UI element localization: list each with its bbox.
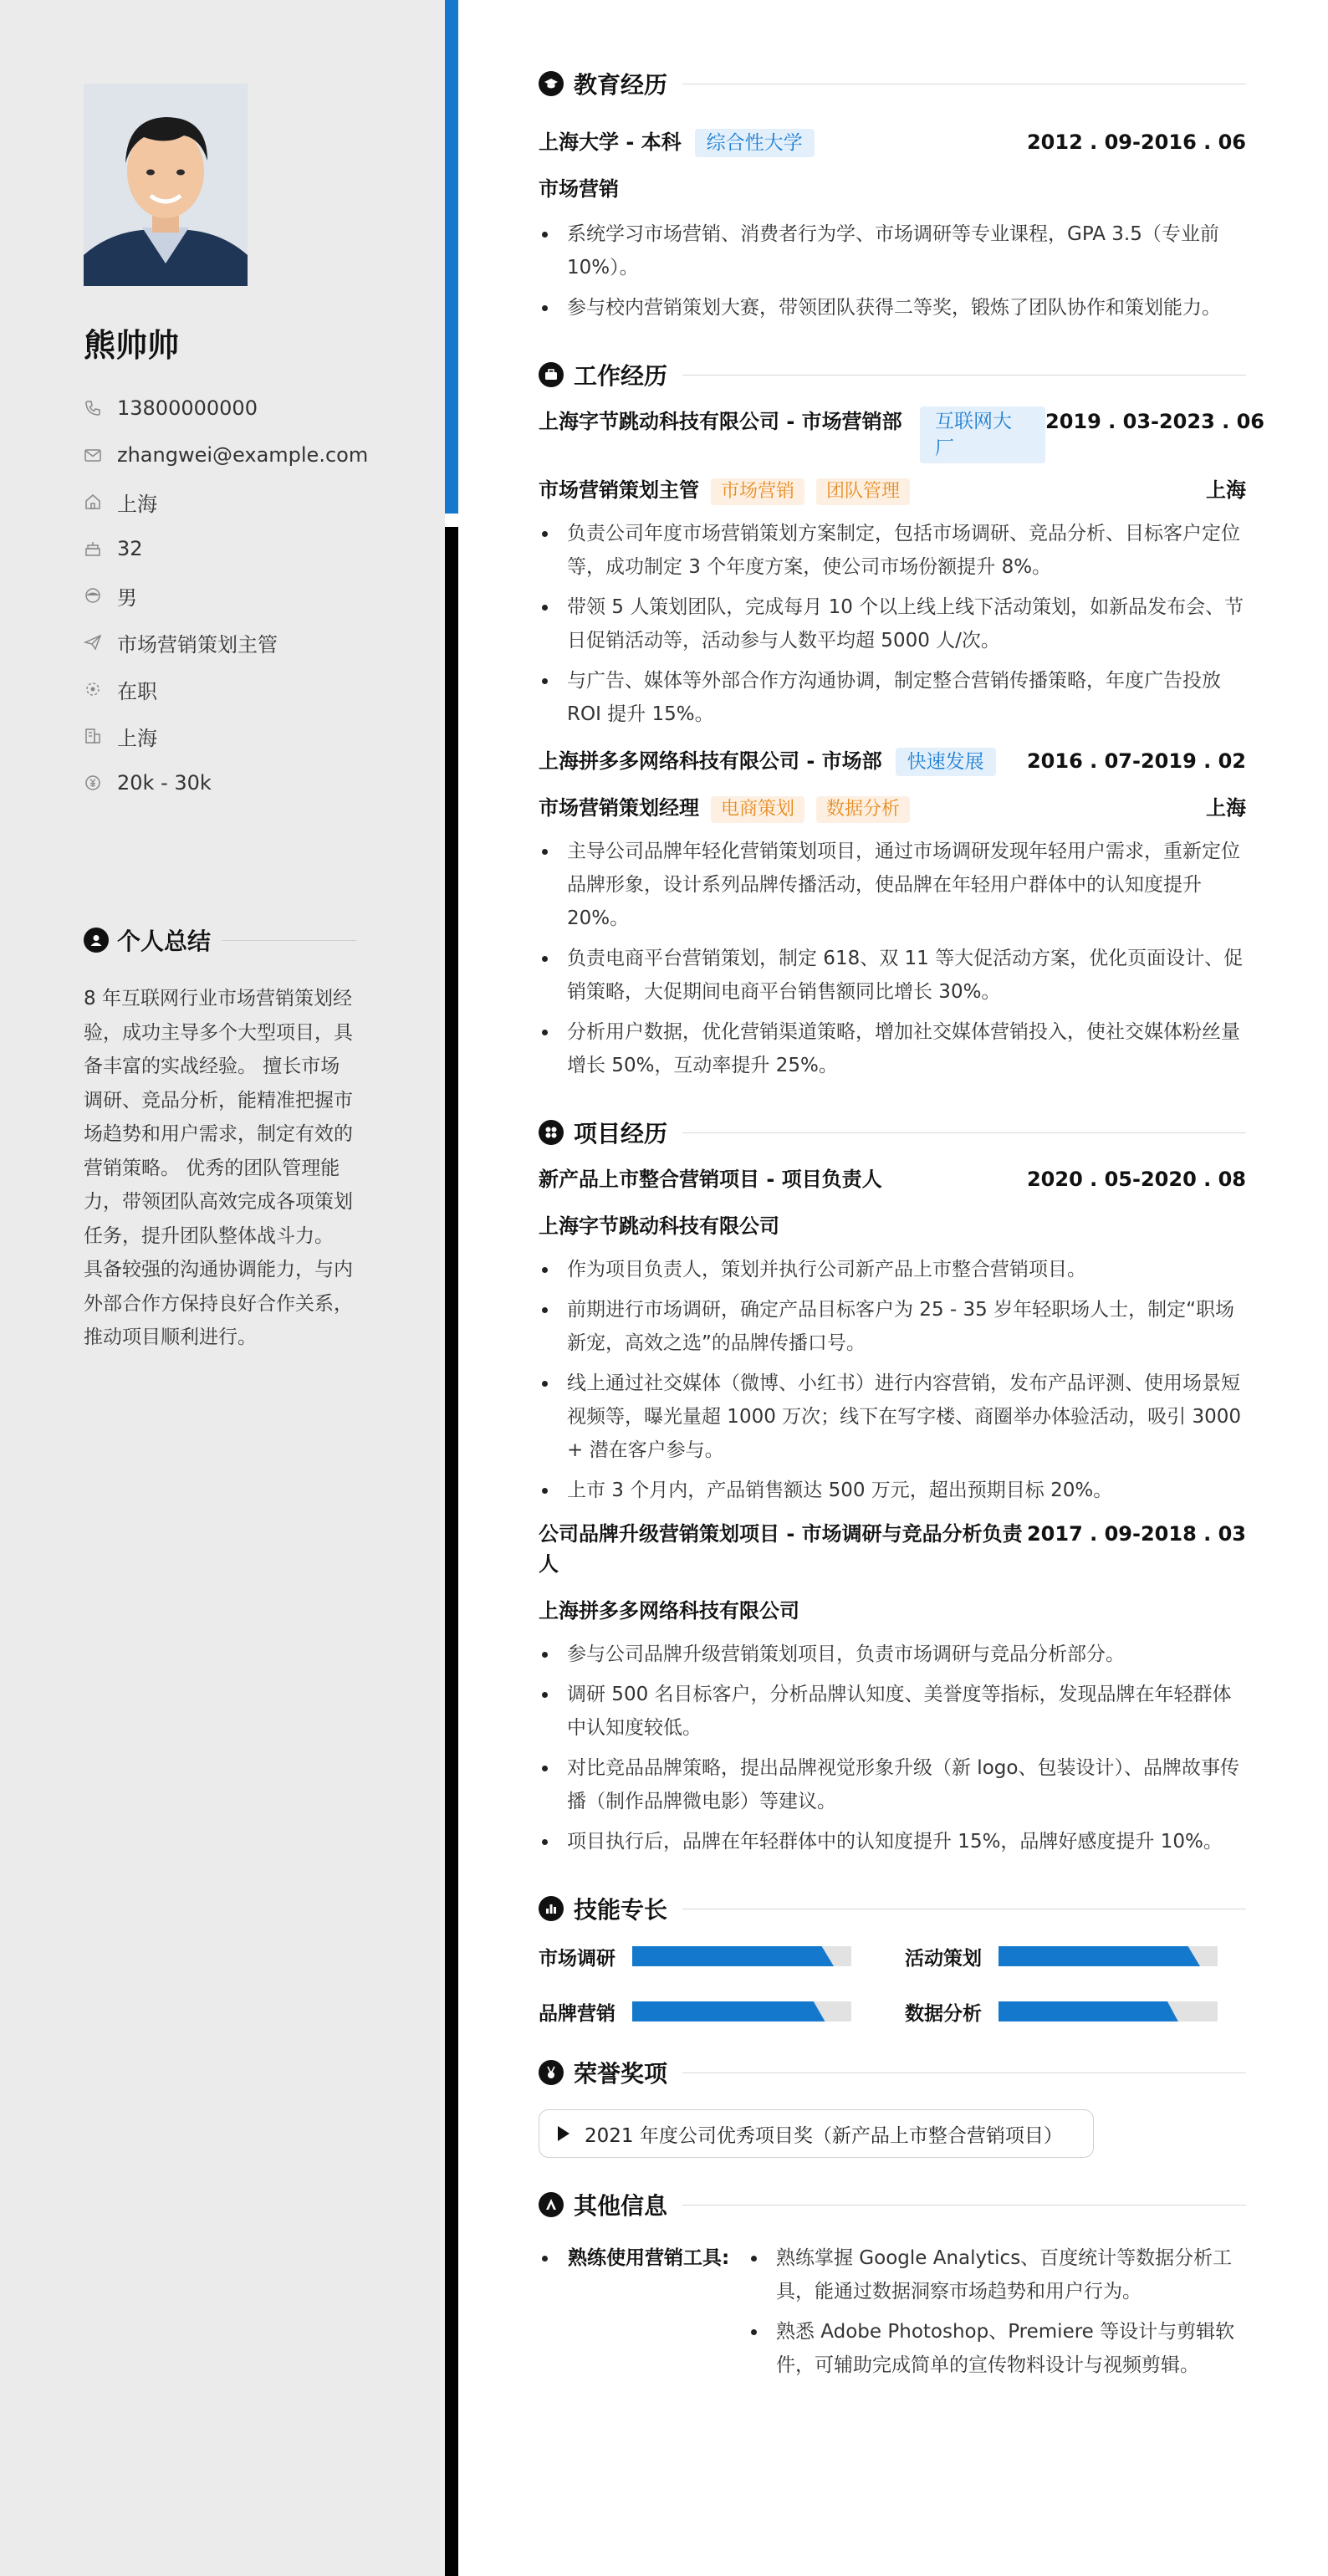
skill-tag: 电商策划 [711,796,804,823]
medal-icon [539,2060,564,2085]
list-item: 负责电商平台营销策划，制定 618、双 11 等大促活动方案，优化页面设计、促销策略，大促期间电商平台销售额同比增长 30%。 [539,942,1246,1009]
contact-info-list [84,385,368,806]
mail-icon [84,446,102,464]
education-bullets [539,217,1246,325]
info-text: 上海 [117,492,157,516]
list-item: 参与公司品牌升级营销策划项目，负责市场调研与竞品分析部分。 [539,1638,1246,1671]
list-item: 作为项目负责人，策划并执行公司新产品上市整合营销项目。 [539,1253,1246,1286]
list-item: 主导公司品牌年轻化营销策划项目，通过市场调研发现年轻用户需求，重新定位品牌形象，设计系列品牌传播活动，使品牌在年轻用户群体中的认知度提升 20%。 [539,835,1246,935]
cake-icon [84,539,102,558]
job-company: 上海字节跳动科技有限公司 - 市场营销部 [539,410,902,433]
education-school-line [539,127,815,157]
list-item: 参与校内营销策划大赛，带领团队获得二等奖，锻炼了团队协作和策划能力。 [539,291,1246,325]
accent-bar-black [445,527,458,2576]
company-tag: 互联网大厂 [920,406,1045,463]
skills-grid [539,1944,1246,2024]
list-item: 与广告、媒体等外部合作方沟通协调，制定整合营销传播策略，年度广告投放 ROI 提升 15%。 [539,664,1246,731]
list-item: 系统学习市场营销、消费者行为学、市场调研等专业课程，GPA 3.5（专业前 10%）。 [539,217,1246,284]
job-entry [539,406,1265,731]
status-icon [84,680,102,698]
skill-bar-fill [999,2001,1178,2021]
work-heading [539,358,1246,391]
job-date: 2016 . 07-2019 . 02 [1026,749,1246,773]
candidate-name: 熊帅帅 [84,327,180,364]
list-item: 分析用户数据，优化营销渠道策略，增加社交媒体营销投入，使社交媒体粉丝量增长 50%，互动率提升 25%。 [539,1015,1246,1082]
education-date: 2012 . 09-2016 . 06 [1026,130,1246,154]
work-title: 工作经历 [574,362,668,390]
grid-icon [539,1120,564,1145]
project-header [539,1164,1246,1194]
skills-title: 技能专长 [574,1896,668,1924]
award-text: 2021 年度公司优秀项目奖（新产品上市整合营销项目） [585,2124,1063,2147]
project-bullets [539,1253,1246,1507]
other-label: 熟练使用营销工具: [568,2247,730,2269]
education-section [539,67,1246,325]
skill-item [905,1999,1246,2024]
school-name: 上海大学 - 本科 [539,130,682,154]
skill-tag: 市场营销 [711,478,804,505]
skill-bar-fill [999,1946,1200,1966]
other-title: 其他信息 [574,2192,668,2220]
projects-heading [539,1116,1246,1149]
skill-name: 市场调研 [539,1947,615,1970]
info-text: 上海 [117,726,157,750]
send-icon [84,633,102,652]
other-heading [539,2188,1246,2221]
job-city: 上海 [1206,796,1246,820]
info-age [84,525,368,572]
job-position: 市场营销策划主管 [539,478,699,502]
project-date: 2017 . 09-2018 . 03 [1026,1522,1246,1546]
honors-title: 荣誉奖项 [574,2060,668,2088]
list-item: 上市 3 个月内，产品销售额达 500 万元，超出预期目标 20%。 [539,1474,1246,1507]
list-item: 带领 5 人策划团队，完成每月 10 个以上线上线下活动策划，如新品发布会、节日促销活动等，活动参与人数平均超 5000 人/次。 [539,590,1246,657]
skill-bar [632,1946,851,1966]
projects-title: 项目经历 [574,1120,668,1147]
project-company: 上海拼多多网络科技有限公司 [539,1599,799,1623]
building-icon [84,727,102,745]
honors-section [539,2056,1246,2158]
job-position-row [539,793,1246,823]
job-entry [539,746,1246,1082]
info-email [84,432,368,478]
sidebar [0,0,445,2576]
company-tag: 快速发展 [896,748,996,776]
info-phone [84,385,368,432]
list-item: 线上通过社交媒体（微博、小红书）进行内容营销，发布产品评测、使用场景短视频等，曝光量超 1000 万次；线下在写字楼、商圈举办体验活动，吸引 3000 + 潜在客户参与。 [539,1367,1246,1467]
skills-heading [539,1892,1246,1925]
project-bullets [539,1638,1246,1858]
info-text: 13800000000 [117,396,258,420]
education-heading [539,67,1246,100]
bullet-dot [542,2256,548,2262]
summary-title: 个人总结 [117,928,212,955]
info-text: 20k - 30k [117,771,212,795]
job-position: 市场营销策划经理 [539,796,699,820]
skill-bar [999,1946,1218,1966]
job-city: 上海 [1206,478,1246,502]
skill-item [539,1999,905,2024]
skills-section [539,1892,1246,2024]
skill-item [905,1944,1246,1969]
list-item: 负责公司年度市场营销策划方案制定，包括市场调研、竞品分析、目标客户定位等，成功制定 3 个年度方案，使公司市场份额提升 8%。 [539,517,1246,584]
honors-heading [539,2056,1246,2089]
divider [682,1132,1246,1133]
other-section [539,2188,1246,2389]
summary-text: 8 年互联网行业市场营销策划经验，成功主导多个大型项目，具备丰富的实战经验。 擅长市场调研、竞品分析，能精准把握市场趋势和用户需求，制定有效的营销策略。 优秀的团队管理能力，带领团队高效完成各项策划任务，提升团队整体战斗力。 具备较强的沟通协调能力，与内外部合作方保持良好合作关系，推动项目顺利进行。 [84,988,353,1348]
work-section [539,358,1265,1082]
job-company: 上海拼多多网络科技有限公司 - 市场部 [539,749,882,773]
divider [222,940,356,941]
accent-bar-blue [445,0,458,514]
info-status [84,666,368,713]
salary-icon [84,774,102,792]
avatar [84,84,248,286]
list-item: 熟悉 Adobe Photoshop、Premiere 等设计与剪辑软件，可辅助完成简单的宣传物料设计与视频剪辑。 [748,2315,1246,2382]
briefcase-icon [539,362,564,387]
project-name: 新产品上市整合营销项目 - 项目负责人 [539,1168,882,1191]
project-header [539,1519,1246,1579]
award-item [539,2109,1094,2158]
education-title: 教育经历 [574,71,668,99]
info-text: 男 [117,585,137,610]
divider [682,375,1246,376]
job-header [539,746,1246,776]
bar-chart-icon [539,1896,564,1921]
list-item: 调研 500 名目标客户，分析品牌认知度、美誉度等指标，发现品牌在年轻群体中认知度较低。 [539,1678,1246,1745]
gender-icon [84,586,102,605]
skill-name: 数据分析 [905,2002,982,2025]
project-date: 2020 . 05-2020 . 08 [1026,1168,1246,1191]
list-item: 熟练掌握 Google Analytics、百度统计等数据分析工具，能通过数据洞察市场趋势和用户行为。 [748,2241,1246,2308]
list-item: 前期进行市场调研，确定产品目标客户为 25 - 35 岁年轻职场人士，制定“职场新宠，高效之选”的品牌传播口号。 [539,1293,1246,1360]
skill-name: 品牌营销 [539,2002,615,2025]
job-date: 2019 . 03-2023 . 06 [1045,410,1265,433]
play-icon [558,2126,570,2141]
info-address [84,478,368,525]
graduation-cap-icon [539,71,564,96]
info-salary [84,759,368,806]
skill-bar [999,2001,1218,2021]
job-header [539,406,1265,463]
project-name: 公司品牌升级营销策划项目 - 市场调研与竞品分析负责人 [539,1522,1023,1576]
summary-heading [84,923,356,957]
info-gender [84,572,368,619]
list-item: 项目执行后，品牌在年轻群体中的认知度提升 15%，品牌好感度提升 10%。 [539,1825,1246,1858]
job-bullets [539,517,1246,731]
job-position-row [539,475,1246,505]
info-text: 32 [117,537,143,560]
phone-icon [84,399,102,417]
info-city [84,713,368,759]
skill-tag: 团队管理 [816,478,910,505]
info-text: 市场营销策划主管 [117,632,278,657]
school-tag: 综合性大学 [695,129,815,157]
skill-bar [632,2001,851,2021]
project-entry [539,1519,1246,1858]
education-row [539,127,1246,157]
skill-bar-fill [632,1946,834,1966]
info-icon [539,2192,564,2217]
education-major: 市场营销 [539,177,619,201]
list-item: 对比竞品品牌策略，提出品牌视觉形象升级（新 logo、包装设计）、品牌故事传播（制作品牌微电影）等建议。 [539,1751,1246,1818]
project-company: 上海字节跳动科技有限公司 [539,1214,779,1238]
other-content [539,2241,1246,2389]
info-text: zhangwei@example.com [117,443,369,467]
job-bullets [539,835,1246,1082]
info-position [84,619,368,666]
skill-item [539,1944,905,1969]
projects-section [539,1116,1246,1858]
other-bullets [748,2241,1246,2389]
info-text: 在职 [117,679,157,703]
skill-name: 活动策划 [905,1947,982,1970]
skill-tag: 数据分析 [816,796,910,823]
project-entry [539,1164,1246,1507]
home-icon [84,493,102,511]
main-content [539,67,1265,2389]
skill-bar-fill [632,2001,825,2021]
user-icon [84,928,109,953]
